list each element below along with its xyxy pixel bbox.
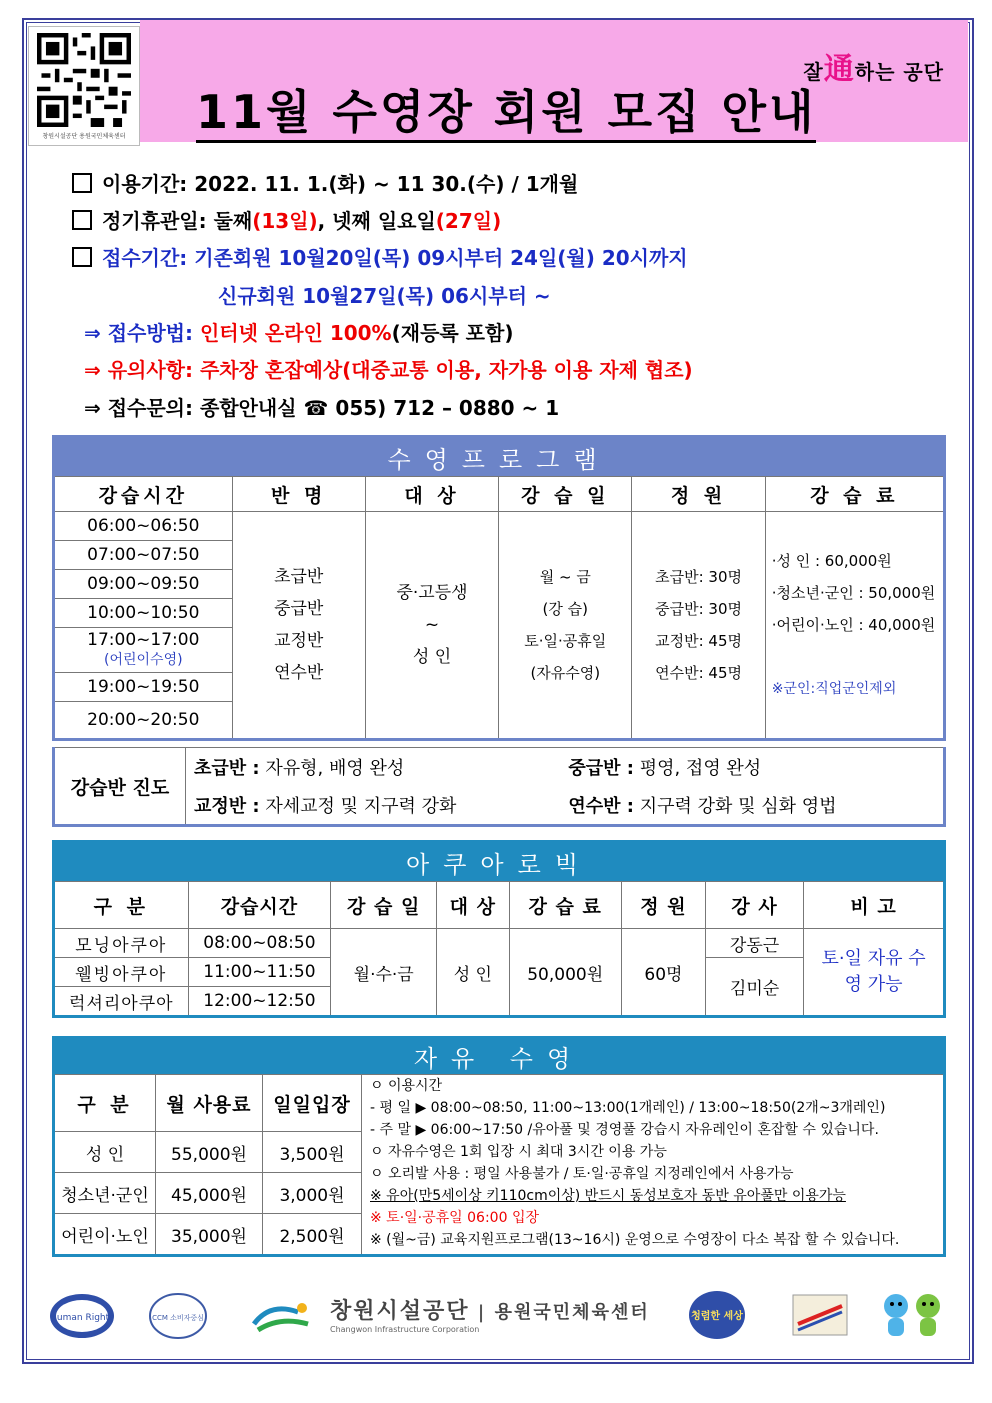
info-closed xyxy=(72,205,501,234)
days-item: (자유수영) xyxy=(530,664,601,682)
method-value: 인터넷 온라인 100% xyxy=(199,321,392,345)
org-en: Changwon Infrastructure Corporation xyxy=(330,1325,480,1334)
slogan xyxy=(803,44,944,88)
aqua-col-fee: 강 습 료 xyxy=(509,882,621,929)
qr-icon xyxy=(37,33,131,127)
free-col-daily: 일일입장 xyxy=(263,1075,362,1132)
col-fee: 강 습 료 xyxy=(765,477,944,512)
reception-label: 접수기간: xyxy=(102,246,188,270)
free-col-type: 구 분 xyxy=(54,1075,156,1132)
period-label: 이용기간: xyxy=(102,172,188,196)
capacity-item: 중급반: 30명 xyxy=(655,600,742,618)
page-title: 11월 수영장 회원 모집 안내 xyxy=(196,84,816,143)
progress-table xyxy=(52,747,946,827)
fee-item: ·청소년·군인 : 50,000원 xyxy=(771,584,936,602)
note-line: ※ 유아(만5세이상 키110cm이상) 반드시 동성보호자 동반 유아풀만 이용가능 xyxy=(370,1188,846,1204)
progress-value: 자유형, 배영 완성 xyxy=(259,757,405,779)
info-method xyxy=(84,317,513,346)
free-type: 어린이·노인 xyxy=(54,1214,156,1256)
fee-note: ※군인:직업군인제외 xyxy=(771,681,897,697)
time-slot: 20:00~20:50 xyxy=(54,702,233,740)
aqua-instructor: 강동근 xyxy=(706,929,804,958)
aqua-capacity: 60명 xyxy=(621,929,705,1017)
logo2-text: CCM 소비자중심 xyxy=(152,1314,204,1322)
progress-key: 연수반 : xyxy=(568,795,634,817)
org-center: 용원국민체육센터 xyxy=(494,1302,650,1323)
capacity-item: 초급반: 30명 xyxy=(655,568,742,586)
class-item: 교정반 xyxy=(274,631,324,651)
time-slot: 10:00~10:50 xyxy=(54,599,233,628)
info-period xyxy=(72,168,578,197)
mascot-icon xyxy=(876,1288,948,1342)
aqua-col-type: 구 분 xyxy=(54,882,189,929)
logo3-text: 청렴한 세상 xyxy=(691,1311,743,1322)
aqua-title: 아쿠아로빅 xyxy=(54,842,945,882)
col-class: 반 명 xyxy=(232,477,365,512)
target-1: 중·고등생 xyxy=(396,583,468,603)
progress-beginner xyxy=(186,748,561,786)
class-list xyxy=(232,512,365,740)
info-reception xyxy=(72,242,688,271)
target-cell xyxy=(365,512,498,740)
closed-c: , 넷째 일요일 xyxy=(317,209,436,233)
fee-item: ·성 인 : 60,000원 xyxy=(771,552,892,570)
aqua-time: 11:00~11:50 xyxy=(188,958,331,987)
fee-cell xyxy=(765,512,944,740)
progress-advanced xyxy=(560,786,944,826)
qr-caption: 창원시설공단 용원국민체육센터 xyxy=(42,133,126,140)
footer xyxy=(40,1288,950,1348)
note-line: - 평 일 ▶ 08:00~08:50, 11:00~13:00(1개레인) / 13:00~18:50(2개~3개레인) xyxy=(370,1100,886,1116)
aqua-target: 성 인 xyxy=(437,929,509,1017)
free-daily: 2,500원 xyxy=(263,1214,362,1256)
closed-label: 정기휴관일: xyxy=(102,209,207,233)
checkbox-icon xyxy=(72,210,92,230)
integrity-logo-icon xyxy=(686,1288,748,1342)
aqua-col-target: 대 상 xyxy=(437,882,509,929)
aqua-col-days: 강 습 일 xyxy=(331,882,437,929)
aqua-type: 웰빙아쿠아 xyxy=(54,958,189,987)
capacity-item: 연수반: 45명 xyxy=(655,664,742,682)
aqua-col-time: 강습시간 xyxy=(188,882,331,929)
swim-program-title: 수영프로그램 xyxy=(54,437,945,477)
time-slot: 07:00~07:50 xyxy=(54,541,233,570)
note-line: ㅇ 자유수영은 1회 입장 시 최대 3시간 이용 가능 xyxy=(370,1144,667,1160)
reception-line2: 신규회원 10월27일(목) 06시부터 ~ xyxy=(218,284,551,308)
org-title: 창원시설공단 | 용원국민체육센터 xyxy=(330,1299,650,1324)
note-line: ㅇ 이용시간 xyxy=(370,1078,443,1094)
progress-correction xyxy=(186,786,561,826)
col-days: 강 습 일 xyxy=(499,477,632,512)
info-inquiry: ⇒ 접수문의: 종합안내실 ☎ 055) 712 – 0880 ~ 1 xyxy=(84,396,560,420)
free-monthly: 55,000원 xyxy=(156,1132,263,1173)
period-value: 2022. 11. 1.(화) ~ 11 30.(수) / 1개월 xyxy=(194,172,579,196)
progress-value: 평영, 접영 완성 xyxy=(633,757,762,779)
time-slot: 09:00~09:50 xyxy=(54,570,233,599)
closed-d: (27일) xyxy=(435,209,502,233)
days-item: (강 습) xyxy=(542,600,588,618)
note-line: ※ 토·일·공휴일 06:00 입장 xyxy=(370,1210,539,1226)
aqua-instructor: 김미순 xyxy=(706,958,804,1017)
progress-label: 강습반 진도 xyxy=(54,748,186,826)
aqua-time: 12:00~12:50 xyxy=(188,987,331,1017)
org-name-block xyxy=(330,1294,660,1334)
time-slot-kids xyxy=(54,628,233,673)
aqua-col-capacity: 정 원 xyxy=(621,882,705,929)
note-line: ※ (월~금) 교육지원프로그램(13~16시) 운영으로 수영장이 다소 복잡 할 수 있습니다. xyxy=(370,1232,900,1248)
progress-value: 지구력 강화 및 심화 영법 xyxy=(633,795,837,817)
ccm-logo-icon xyxy=(148,1292,208,1340)
col-target: 대 상 xyxy=(365,477,498,512)
note-line: ㅇ 오리발 사용 : 평일 사용불가 / 토·일·공휴일 지정레인에서 사용가능 xyxy=(370,1166,794,1182)
progress-intermediate xyxy=(560,748,944,786)
aqua-fee: 50,000원 xyxy=(509,929,621,1017)
qr-code[interactable] xyxy=(28,26,140,146)
free-swim-title: 자유 수영 xyxy=(54,1038,945,1075)
aqua-type: 모닝아쿠아 xyxy=(54,929,189,958)
capacity-cell xyxy=(632,512,765,740)
free-type: 성 인 xyxy=(54,1132,156,1173)
class-item: 중급반 xyxy=(274,599,324,619)
slogan-highlight: 通 xyxy=(823,52,855,87)
logo1-text: Human Rights xyxy=(50,1313,114,1323)
free-type: 청소년·군인 xyxy=(54,1173,156,1214)
free-monthly: 45,000원 xyxy=(156,1173,263,1214)
time-slot: 06:00~06:50 xyxy=(54,512,233,541)
days-cell xyxy=(499,512,632,740)
swim-program-table xyxy=(52,435,946,741)
gyeongnam-logo-icon xyxy=(250,1298,314,1338)
free-col-monthly: 월 사용료 xyxy=(156,1075,263,1132)
progress-key: 초급반 : xyxy=(194,757,260,779)
days-item: 토·일·공휴일 xyxy=(524,632,607,650)
aqua-time: 08:00~08:50 xyxy=(188,929,331,958)
slogan-pre: 잘 xyxy=(803,60,824,84)
capacity-item: 교정반: 45명 xyxy=(655,632,742,650)
col-time: 강습시간 xyxy=(54,477,233,512)
aqua-type: 럭셔리아쿠아 xyxy=(54,987,189,1017)
method-suffix: (재등록 포함) xyxy=(391,321,514,345)
fee-item: ·어린이·노인 : 40,000원 xyxy=(771,616,936,634)
target-2: ~ xyxy=(424,615,440,635)
free-swim-table xyxy=(52,1036,946,1257)
col-capacity: 정 원 xyxy=(632,477,765,512)
closed-b: (13일) xyxy=(252,209,318,233)
aqua-col-note: 비 고 xyxy=(804,882,945,929)
target-3: 성 인 xyxy=(412,647,452,667)
note-line: - 주 말 ▶ 06:00~17:50 /유아풀 및 경영풀 강습시 자유레인이 혼잡할 수 있습니다. xyxy=(370,1122,879,1138)
free-daily: 3,500원 xyxy=(263,1132,362,1173)
aqua-note: 토·일 자유 수영 가능 xyxy=(804,929,945,1017)
slogan-post: 하는 공단 xyxy=(854,60,944,84)
checkbox-icon xyxy=(72,173,92,193)
free-daily: 3,000원 xyxy=(263,1173,362,1214)
aqua-col-instructor: 강 사 xyxy=(706,882,804,929)
info-caution: ⇒ 유의사항: 주차장 혼잡예상(대중교통 이용, 자가용 이용 자제 협조) xyxy=(84,358,693,382)
method-label: ⇒ 접수방법: xyxy=(84,321,193,345)
checkbox-icon xyxy=(72,247,92,267)
time-slot: 19:00~19:50 xyxy=(54,673,233,702)
free-swim-notes xyxy=(362,1075,945,1256)
progress-key: 교정반 : xyxy=(194,795,260,817)
human-rights-logo-icon xyxy=(48,1292,116,1340)
class-item: 초급반 xyxy=(274,567,324,587)
progress-value: 자세교정 및 지구력 강화 xyxy=(259,795,457,817)
aqua-days: 월·수·금 xyxy=(331,929,437,1017)
days-item: 월 ~ 금 xyxy=(539,568,591,586)
time-slot: 17:00~17:00 xyxy=(87,630,200,650)
aqua-table xyxy=(52,840,946,1018)
closed-a: 둘째 xyxy=(213,209,253,233)
kids-note: (어린이수영) xyxy=(104,652,183,668)
reception-line1: 기존회원 10월20일(목) 09시부터 24일(월) 20시까지 xyxy=(194,246,688,270)
certificate-logo-icon xyxy=(792,1294,848,1336)
progress-key: 중급반 : xyxy=(568,757,634,779)
free-monthly: 35,000원 xyxy=(156,1214,263,1256)
class-item: 연수반 xyxy=(274,663,324,683)
org-name: 창원시설공단 xyxy=(330,1299,470,1324)
